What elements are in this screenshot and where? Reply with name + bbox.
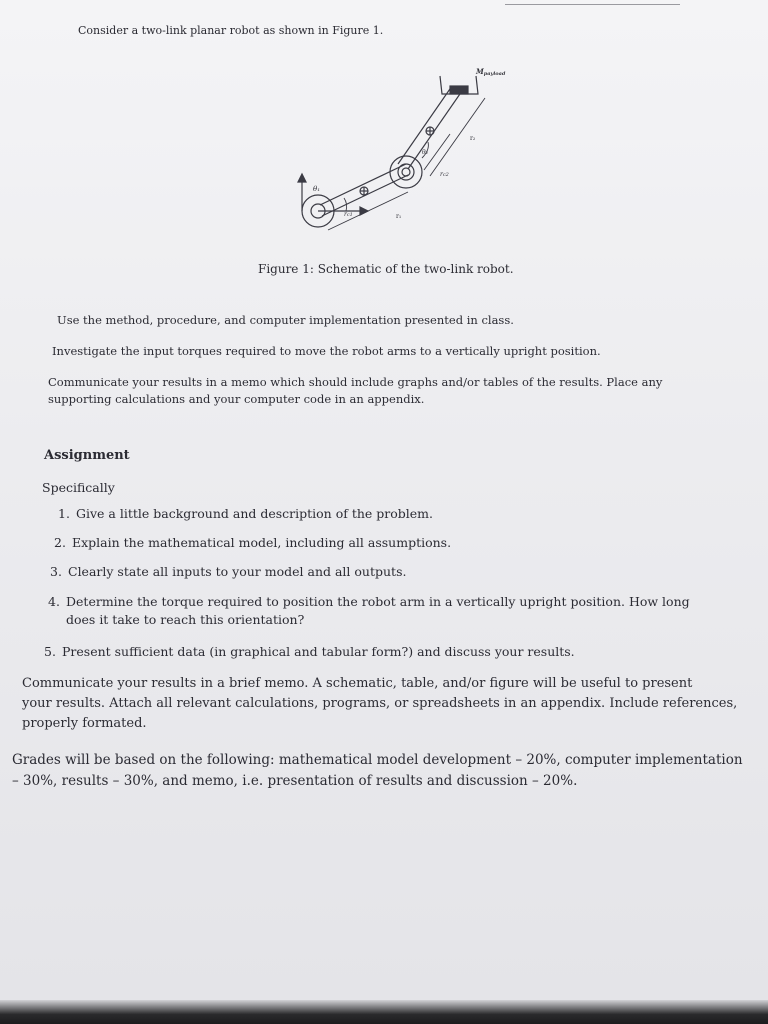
figure-caption: Figure 1: Schematic of the two-link robot. (258, 262, 514, 276)
specifically-label: Specifically (42, 480, 115, 495)
grades-paragraph: Grades will be based on the following: mathematical model development – 20%, computer implementation – 30%, results – 30%, and memo, i.e. presentation of results and discussion – 20%. (12, 752, 743, 789)
communicate-line-2: supporting calculations and your computer code in an appendix. (48, 392, 425, 406)
list-item: 4. Determine the torque required to position the robot arm in a vertically upright position. How long does it take to reach this orientation? (48, 594, 690, 627)
top-rule (505, 4, 680, 5)
list-item: 1. Give a little background and description of the problem. (58, 506, 433, 521)
payload-mass (450, 86, 468, 94)
memo-paragraph: Communicate your results in a brief memo. A schematic, table, and/or figure will be useful to present your results. Attach all relevant calculations, programs, or spreadsheets in an appendix. Include references, properly formated. (22, 676, 738, 731)
elbow-joint-inner (398, 164, 414, 180)
list-item: 2. Explain the mathematical model, including all assumptions. (54, 535, 452, 550)
method-paragraph: Use the method, procedure, and computer implementation presented in class. (57, 313, 514, 327)
link2-right-edge (408, 91, 462, 169)
robot-schematic-figure (280, 58, 530, 248)
svg-text:r₁: r₁ (396, 213, 402, 220)
assignment-heading: Assignment (44, 448, 130, 463)
svg-text:θ₁: θ₁ (313, 185, 321, 193)
svg-text:r₂: r₂ (470, 135, 476, 142)
desk-edge (0, 1000, 768, 1024)
svg-text:rc2: rc2 (440, 171, 449, 178)
elbow-joint-core (402, 168, 410, 176)
elbow-joint-outer (390, 156, 422, 188)
svg-text:θ₂: θ₂ (422, 149, 429, 156)
list-item: 3. Clearly state all inputs to your model and all outputs. (50, 564, 407, 579)
svg-text:Mpayload: Mpayload (476, 67, 506, 77)
intro-text: Consider a two-link planar robot as shown in Figure 1. (78, 24, 384, 37)
list-item: 5. Present sufficient data (in graphical and tabular form?) and discuss your results. (44, 644, 575, 659)
communicate-line-1: Communicate your results in a memo which should include graphs and/or tables of the results. Place any (48, 375, 663, 389)
investigate-paragraph: Investigate the input torques required to move the robot arms to a vertically upright position. (52, 344, 601, 358)
r2-dimension-line (430, 98, 485, 176)
communicate-paragraph (48, 374, 662, 408)
svg-text:rc1: rc1 (344, 211, 353, 218)
